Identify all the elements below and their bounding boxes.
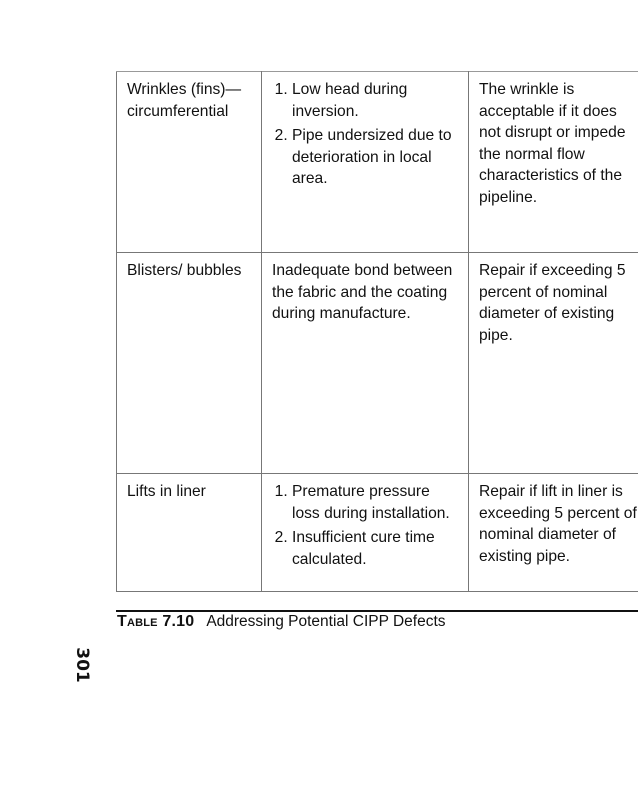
cause-list [272, 481, 459, 570]
defect-text: Wrinkles (fins)—circumferential [127, 81, 242, 120]
caption-rule [116, 610, 638, 612]
page-number: 301 [72, 647, 92, 683]
remedy-text: Repair if exceeding 5 percent of nominal diameter of existing pipe. [479, 262, 626, 344]
remedy-text: Repair if lift in liner is exceeding 5 percent of nominal diameter of existing pipe. [479, 483, 637, 565]
defect-cell [117, 72, 262, 253]
cause-list [272, 79, 459, 190]
cause-item: 1. Low head during inversion. [292, 79, 459, 122]
defect-text: Lifts in liner [127, 483, 206, 500]
cause-cell [262, 474, 469, 592]
defects-table [116, 71, 638, 592]
remedy-cell [469, 253, 638, 474]
defect-text: Blisters/ bubbles [127, 262, 242, 279]
cause-item: 1. Premature pressure loss during installation. [292, 481, 459, 524]
table-caption [117, 613, 446, 631]
cause-item: 2. Pipe undersized due to deterioration in local area. [292, 125, 459, 190]
cause-cell [262, 72, 469, 253]
remedy-cell [469, 474, 638, 592]
remedy-cell [469, 72, 638, 253]
defect-cell [117, 474, 262, 592]
defect-cell [117, 253, 262, 474]
caption-title: Addressing Potential CIPP Defects [206, 613, 446, 630]
cause-text: Inadequate bond between the fabric and the coating during manufacture. [272, 262, 453, 322]
cause-item: 2. Insufficient cure time calculated. [292, 527, 459, 570]
cause-cell [262, 253, 469, 474]
remedy-text: The wrinkle is acceptable if it does not disrupt or impede the normal flow characteristics of the pipeline. [479, 81, 626, 206]
table-row [117, 474, 638, 592]
table-row [117, 253, 638, 474]
caption-label: Table 7.10 [117, 613, 195, 630]
table-row [117, 72, 638, 253]
